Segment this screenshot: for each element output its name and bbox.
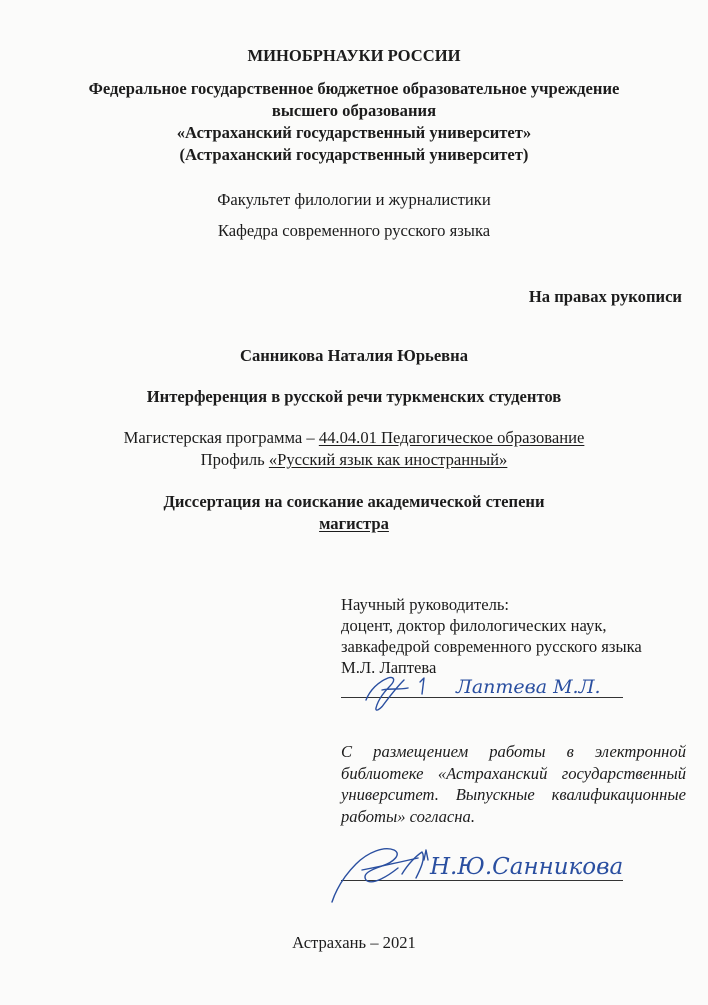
author-signature (322, 830, 652, 910)
degree-line-2 (0, 513, 708, 535)
ministry-heading: МИНОБРНАУКИ РОССИИ (247, 46, 461, 65)
consent-line-4: работы» согласна. (341, 806, 475, 826)
author-name: Санникова Наталия Юрьевна (239, 346, 469, 365)
city-year: Астрахань – 2021 (292, 933, 416, 952)
profile-prefix: Профиль (200, 450, 269, 469)
institution-line-2: высшего образования (271, 101, 437, 120)
thesis-title: Интерференция в русской речи туркменских студентов (146, 387, 562, 406)
supervisor-name: М.Л. Лаптева (341, 658, 437, 677)
consent-text (341, 741, 686, 827)
consent-line-3: университет. Выпускные квалификационные (341, 785, 686, 804)
program-value: 44.04.01 Педагогическое образование (318, 428, 585, 447)
degree-name: магистра (319, 514, 389, 533)
supervisor-signature-text: Лаптева М.Л. (456, 676, 601, 698)
profile-line (0, 449, 708, 471)
supervisor-position: завкафедрой современного русского языка (341, 637, 642, 656)
supervisor-label: Научный руководитель: (341, 595, 510, 614)
supervisor-title: доцент, доктор филологических наук, (341, 616, 607, 635)
consent-line-1: С размещением работы в электронной (341, 742, 686, 761)
consent-line-2: библиотеке «Астраханский государственный (341, 763, 686, 783)
manuscript-rights: На правах рукописи (528, 287, 682, 306)
faculty-name: Факультет филологии и журналистики (217, 190, 491, 209)
supervisor-signature (338, 660, 628, 715)
department-name: Кафедра современного русского языка (217, 221, 491, 240)
degree-line-1: Диссертация на соискание академической степени (163, 492, 545, 511)
university-name-paren: (Астраханский государственный университет) (179, 145, 529, 164)
program-prefix: Магистерская программа – (123, 428, 319, 447)
author-signature-text: Н.Ю.Санникова (430, 854, 624, 880)
university-name-quoted: «Астраханский государственный университет» (176, 123, 532, 142)
institution-line-1: Федеральное государственное бюджетное образовательное учреждение (88, 79, 620, 98)
profile-value: «Русский язык как иностранный» (268, 450, 508, 469)
program-line (0, 427, 708, 449)
